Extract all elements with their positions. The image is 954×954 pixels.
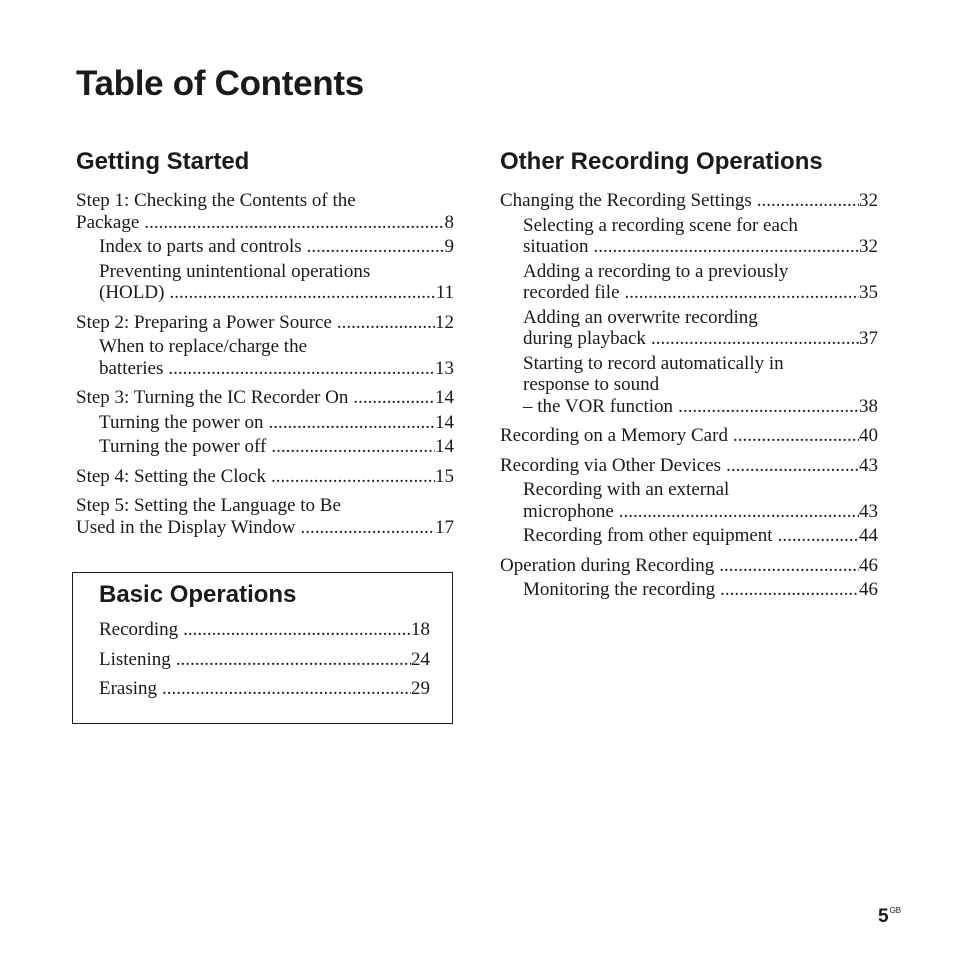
toc-entry[interactable] (500, 525, 878, 547)
other-recording-section (500, 146, 878, 601)
toc-entry-text: Step 1: Checking the Contents of the (76, 190, 356, 211)
toc-entry-text: When to replace/charge the (99, 336, 308, 357)
toc-entry[interactable] (76, 436, 454, 458)
dot-leader (171, 649, 411, 671)
toc-entry-text: Recording with an external (523, 479, 730, 500)
dot-leader (164, 282, 435, 304)
toc-page-number: 11 (435, 282, 454, 303)
toc-page-number: 43 (859, 500, 878, 522)
toc-page-number: 32 (859, 236, 878, 257)
toc-entry[interactable] (500, 425, 878, 447)
toc-entry[interactable] (76, 495, 454, 538)
toc-page-number: 12 (435, 311, 454, 333)
other-recording-heading: Other Recording Operations (500, 148, 823, 175)
toc-entry-text: microphone (523, 500, 614, 522)
toc-entry[interactable] (500, 215, 878, 258)
toc-entry[interactable] (76, 336, 454, 379)
toc-entry-text: Turning the power on (99, 411, 264, 433)
toc-entry-text: Changing the Recording Settings (500, 190, 752, 211)
dot-leader (773, 525, 859, 547)
toc-entry[interactable] (500, 555, 878, 577)
dot-leader (266, 436, 435, 458)
toc-entry-text: Step 5: Setting the Language to Be (76, 495, 341, 516)
dot-leader (348, 387, 435, 409)
dot-leader (332, 312, 435, 334)
toc-entry-text: Turning the power off (99, 436, 267, 457)
toc-entry[interactable] (76, 412, 454, 434)
toc-page-number: 14 (435, 387, 454, 408)
toc-entry[interactable] (500, 261, 878, 304)
basic-operations-heading: Basic Operations (99, 581, 297, 608)
toc-entry-text: Recording on a Memory Card (500, 425, 728, 446)
toc-entry-text: batteries (99, 357, 164, 379)
getting-started-heading: Getting Started (76, 148, 250, 175)
other-recording-list (500, 190, 878, 601)
toc-entry[interactable] (500, 479, 878, 522)
toc-entry-text: Index to parts and controls (99, 236, 302, 257)
getting-started-list (76, 190, 454, 538)
toc-entry-text: response to sound (523, 374, 660, 395)
toc-page-number: 9 (444, 236, 454, 257)
toc-page-number: 37 (859, 328, 878, 349)
toc-entry[interactable] (500, 190, 878, 212)
toc-page-number: 44 (859, 525, 878, 546)
toc-page-number: 46 (859, 554, 878, 576)
toc-entry[interactable] (76, 261, 454, 304)
toc-entry-text: Monitoring the recording (523, 579, 716, 600)
toc-entry-text: situation (523, 236, 589, 257)
toc-page-number: 17 (435, 516, 454, 538)
page-number-value: 5 (878, 906, 889, 927)
getting-started-section (76, 146, 454, 538)
dot-leader (178, 619, 411, 641)
toc-entry[interactable] (500, 579, 878, 601)
dot-leader (157, 678, 411, 700)
toc-page-number: 46 (859, 579, 878, 600)
toc-entry-text: Adding a recording to a previously (523, 260, 789, 282)
toc-entry-text: – the VOR function (523, 395, 674, 417)
dot-leader (620, 282, 859, 304)
toc-entry-text: Starting to record automatically in (523, 352, 784, 374)
toc-page-number: 14 (435, 436, 454, 457)
page-title: Table of Contents (76, 64, 364, 103)
toc-entry[interactable] (99, 619, 430, 641)
toc-page-number: 35 (859, 282, 878, 303)
toc-page-number: 43 (859, 454, 878, 476)
toc-entry[interactable] (76, 312, 454, 334)
dot-leader (646, 328, 859, 350)
toc-entry-text: Listening (99, 648, 171, 670)
dot-leader (588, 236, 859, 258)
toc-entry[interactable] (76, 190, 454, 233)
toc-entry-text: Adding an overwrite recording (523, 306, 758, 328)
toc-page-number: 40 (859, 425, 878, 446)
toc-page-number: 24 (411, 648, 430, 670)
dot-leader (673, 396, 859, 418)
toc-entry-text: Package (76, 211, 140, 233)
dot-leader (714, 555, 859, 577)
dot-leader (614, 501, 859, 523)
dot-leader (295, 517, 435, 539)
toc-entry[interactable] (76, 387, 454, 409)
toc-entry-text: Step 3: Turning the IC Recorder On (76, 387, 349, 408)
toc-page-number: 38 (859, 395, 878, 417)
page-number-suffix: GB (889, 906, 902, 915)
toc-entry-text: Preventing unintentional operations (99, 260, 371, 282)
toc-entry-text: Erasing (99, 678, 158, 699)
dot-leader (163, 358, 435, 380)
toc-entry[interactable] (99, 649, 430, 671)
page-number (878, 906, 901, 928)
toc-page-number: 15 (435, 465, 454, 487)
dot-leader (264, 412, 436, 434)
toc-page-number: 18 (411, 619, 430, 640)
toc-page-number: 14 (435, 411, 454, 433)
dot-leader (728, 425, 859, 447)
basic-operations-box (72, 572, 453, 724)
toc-entry-text: Step 4: Setting the Clock (76, 465, 266, 487)
toc-entry-text: Operation during Recording (500, 554, 715, 576)
dot-leader (302, 236, 445, 258)
toc-entry[interactable] (76, 466, 454, 488)
toc-entry-text: (HOLD) (99, 282, 165, 303)
dot-leader (266, 466, 435, 488)
toc-entry[interactable] (500, 353, 878, 418)
toc-entry-text: Recording (99, 619, 179, 640)
toc-page-number: 13 (435, 357, 454, 379)
toc-entry[interactable] (500, 455, 878, 477)
dot-leader (715, 579, 859, 601)
toc-entry-text: Step 2: Preparing a Power Source (76, 311, 332, 333)
toc-entry-text: during playback (523, 328, 646, 349)
toc-page-number: 29 (411, 678, 430, 699)
toc-entry-text: Recording from other equipment (523, 525, 773, 546)
dot-leader (752, 190, 859, 212)
toc-entry-text: Selecting a recording scene for each (523, 214, 798, 236)
toc-entry[interactable] (76, 236, 454, 258)
toc-entry-text: Used in the Display Window (76, 516, 296, 538)
basic-operations-list (99, 619, 430, 700)
toc-entry-text: recorded file (523, 282, 620, 303)
toc-entry[interactable] (99, 678, 430, 700)
toc-entry[interactable] (500, 307, 878, 350)
toc-page-number: 32 (859, 190, 878, 211)
toc-page-number: 8 (444, 211, 454, 233)
dot-leader (721, 455, 859, 477)
toc-entry-text: Recording via Other Devices (500, 454, 722, 476)
dot-leader (139, 212, 444, 234)
